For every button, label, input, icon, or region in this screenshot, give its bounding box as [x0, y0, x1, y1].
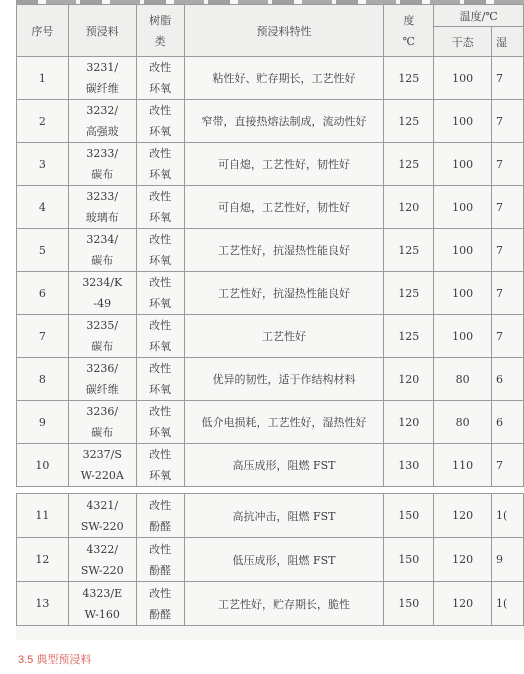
- cell-property: 粘性好、贮存期长，工艺性好: [184, 57, 384, 100]
- cell-resin-line2: 环氧: [149, 82, 172, 95]
- cell-wet-text: 7: [496, 329, 504, 343]
- cell-temp: 120: [384, 186, 434, 229]
- cell-prepreg: [68, 57, 136, 100]
- cell-wet-text: 1(: [496, 509, 508, 522]
- cell-resin: [136, 358, 184, 401]
- cell-property: 低压成形，阻燃 FST: [184, 538, 384, 582]
- cell-resin: [136, 315, 184, 358]
- table-row: [17, 582, 524, 626]
- section-divider: [17, 487, 524, 494]
- cell-wet: [492, 538, 524, 582]
- header-temp: [384, 5, 434, 57]
- cell-prepreg-line2: 碳布: [91, 168, 114, 181]
- table-row: [17, 143, 524, 186]
- cell-prepreg-line1: 4322/: [86, 542, 119, 556]
- cell-prepreg-line2: 碳纤维: [85, 82, 119, 95]
- cell-prepreg-line1: 3234/: [86, 233, 119, 246]
- cell-prepreg-line2: 碳布: [91, 426, 114, 439]
- cell-dry: 120: [434, 582, 492, 626]
- header-resin-line2: 类: [154, 34, 166, 48]
- cell-no: 3: [17, 143, 69, 186]
- cell-wet-text: 7: [496, 200, 504, 214]
- cell-wet: [492, 315, 524, 358]
- cell-wet-text: 7: [496, 157, 504, 171]
- cell-resin-line1: 改性: [149, 319, 172, 332]
- cell-property: 工艺性好，抗湿热性能良好: [184, 272, 384, 315]
- cell-wet-text: 1(: [496, 597, 508, 610]
- cell-prepreg: [68, 444, 136, 487]
- cell-resin-line1: 改性: [149, 542, 172, 556]
- cell-prepreg-line1: 3236/: [86, 405, 119, 418]
- cell-prepreg: [68, 538, 136, 582]
- cell-no: 2: [17, 100, 69, 143]
- cell-resin: [136, 494, 184, 538]
- cell-prepreg-line2: 碳布: [91, 340, 114, 353]
- cell-wet: [492, 444, 524, 487]
- cell-resin-line1: 改性: [149, 405, 172, 418]
- cell-temp: 125: [384, 315, 434, 358]
- cell-dry: 100: [434, 272, 492, 315]
- cell-prepreg-line1: 4323/E: [82, 586, 123, 600]
- cell-temp: 125: [384, 57, 434, 100]
- cell-no: 10: [17, 444, 69, 487]
- cell-wet: [492, 582, 524, 626]
- table-gap: [17, 487, 524, 494]
- cell-resin-line2: 酚醛: [149, 519, 172, 533]
- cell-wet: [492, 57, 524, 100]
- table-row: [17, 538, 524, 582]
- header-dry: 干态: [434, 27, 492, 57]
- cell-prepreg-line1: 3233/: [86, 147, 119, 160]
- cell-dry: 100: [434, 100, 492, 143]
- cell-prepreg-line1: 3233/: [86, 190, 119, 203]
- table-body-group-1: [17, 57, 524, 487]
- cell-no: 5: [17, 229, 69, 272]
- cell-prepreg: [68, 272, 136, 315]
- cell-resin: [136, 272, 184, 315]
- table-row: [17, 186, 524, 229]
- cell-dry: 100: [434, 229, 492, 272]
- cell-resin: [136, 229, 184, 272]
- cell-resin: [136, 401, 184, 444]
- cell-prepreg-line1: 3231/: [86, 61, 119, 74]
- cell-wet-text: 7: [496, 286, 504, 300]
- cell-wet: [492, 229, 524, 272]
- table-row: [17, 444, 524, 487]
- cell-resin-line1: 改性: [149, 147, 172, 160]
- cell-resin-line2: 环氧: [149, 168, 172, 181]
- cell-temp: 150: [384, 538, 434, 582]
- figure-caption: 3.5 典型预浸料: [18, 654, 92, 666]
- cell-prepreg-line2: SW-220: [80, 563, 124, 577]
- cell-temp: 120: [384, 358, 434, 401]
- header-temp-line2: ℃: [402, 34, 415, 48]
- cell-dry: 120: [434, 538, 492, 582]
- cell-temp: 130: [384, 444, 434, 487]
- cell-resin: [136, 143, 184, 186]
- cell-prepreg: [68, 143, 136, 186]
- cell-property: 工艺性好，贮存期长，脆性: [184, 582, 384, 626]
- header-property: 预浸料特性: [184, 5, 384, 57]
- cell-resin-line2: 环氧: [149, 297, 172, 310]
- cell-wet-text: 7: [496, 71, 504, 85]
- cell-prepreg-line1: 3237/S: [82, 448, 122, 461]
- cell-wet-text: 9: [496, 553, 504, 566]
- cell-dry: 80: [434, 401, 492, 444]
- table-row: [17, 100, 524, 143]
- table-row: [17, 57, 524, 100]
- cell-wet: [492, 186, 524, 229]
- table-row: [17, 229, 524, 272]
- cell-resin-line2: 环氧: [149, 426, 172, 439]
- cell-temp: 150: [384, 494, 434, 538]
- cell-no: 13: [17, 582, 69, 626]
- cell-resin-line1: 改性: [149, 61, 172, 74]
- cell-wet-text: 7: [496, 114, 504, 128]
- cell-wet-text: 7: [496, 243, 504, 257]
- cell-prepreg-line2: -49: [93, 297, 112, 310]
- cell-prepreg-line2: 碳布: [91, 254, 114, 267]
- cell-property: 工艺性好，抗湿热性能良好: [184, 229, 384, 272]
- header-prepreg: 预浸料: [68, 5, 136, 57]
- cell-resin-line1: 改性: [149, 190, 172, 203]
- cell-wet: [492, 100, 524, 143]
- header-resin-line1: 树脂: [149, 13, 172, 27]
- header-wet: [492, 27, 524, 57]
- cell-property: 低介电损耗，工艺性好，湿热性好: [184, 401, 384, 444]
- cell-resin: [136, 444, 184, 487]
- prepreg-table: [16, 4, 524, 626]
- cell-prepreg-line1: 3235/: [86, 319, 119, 332]
- cell-resin-line2: 环氧: [149, 469, 172, 482]
- cell-temp: 125: [384, 143, 434, 186]
- cell-prepreg-line1: 3232/: [86, 104, 119, 117]
- cell-dry: 120: [434, 494, 492, 538]
- table-body-group-2: [17, 494, 524, 626]
- cell-dry: 110: [434, 444, 492, 487]
- cell-resin-line2: 酚醛: [149, 607, 172, 621]
- cell-prepreg: [68, 358, 136, 401]
- cell-prepreg-line1: 3234/K: [82, 276, 123, 289]
- table-row: [17, 272, 524, 315]
- cell-property: 高抗冲击，阻燃 FST: [184, 494, 384, 538]
- cell-resin-line1: 改性: [149, 276, 172, 289]
- table-row: [17, 358, 524, 401]
- cell-prepreg-line1: 3236/: [86, 362, 119, 375]
- cell-dry: 100: [434, 143, 492, 186]
- cell-prepreg: [68, 100, 136, 143]
- cell-property: 窄带，直接热熔法制成，流动性好: [184, 100, 384, 143]
- cell-no: 11: [17, 494, 69, 538]
- cell-property: 优异的韧性，适于作结构材料: [184, 358, 384, 401]
- header-wet-text: 湿: [496, 35, 508, 49]
- cell-temp: 150: [384, 582, 434, 626]
- cell-dry: 100: [434, 186, 492, 229]
- cell-resin-line2: 环氧: [149, 211, 172, 224]
- cell-resin: [136, 582, 184, 626]
- cell-resin-line2: 环氧: [149, 125, 172, 138]
- cell-resin-line1: 改性: [149, 233, 172, 246]
- cell-property: 可自熄，工艺性好，韧性好: [184, 143, 384, 186]
- cell-prepreg: [68, 582, 136, 626]
- cell-wet-text: 6: [496, 415, 504, 429]
- cell-dry: 100: [434, 315, 492, 358]
- cell-resin-line1: 改性: [149, 586, 172, 600]
- cell-resin: [136, 538, 184, 582]
- cell-resin-line1: 改性: [149, 104, 172, 117]
- table-row: [17, 315, 524, 358]
- cell-prepreg-line2: SW-220: [80, 519, 124, 533]
- cell-prepreg: [68, 315, 136, 358]
- cell-wet: [492, 143, 524, 186]
- cell-property: 可自熄，工艺性好，韧性好: [184, 186, 384, 229]
- header-strength-group: 温度/℃: [434, 5, 524, 27]
- cell-prepreg-line2: 高强玻: [85, 125, 119, 138]
- cell-wet-text: 7: [496, 458, 504, 472]
- cell-resin-line2: 环氧: [149, 254, 172, 267]
- cell-no: 9: [17, 401, 69, 444]
- cell-temp: 120: [384, 401, 434, 444]
- cell-prepreg-line2: W-160: [84, 607, 120, 621]
- scanned-table-image: [16, 0, 524, 640]
- cell-temp: 125: [384, 272, 434, 315]
- cell-wet: [492, 358, 524, 401]
- cell-prepreg: [68, 401, 136, 444]
- cell-wet-text: 6: [496, 372, 504, 386]
- cell-prepreg: [68, 229, 136, 272]
- cell-wet: [492, 272, 524, 315]
- cell-prepreg-line1: 4321/: [86, 498, 119, 512]
- cell-wet: [492, 401, 524, 444]
- table-row: [17, 401, 524, 444]
- cell-resin-line2: 环氧: [149, 383, 172, 396]
- cell-no: 6: [17, 272, 69, 315]
- cell-no: 4: [17, 186, 69, 229]
- cell-property: 工艺性好: [184, 315, 384, 358]
- header-no: 序号: [17, 5, 69, 57]
- cell-temp: 125: [384, 229, 434, 272]
- cell-wet: [492, 494, 524, 538]
- table-row: [17, 494, 524, 538]
- cell-prepreg-line2: 碳纤维: [85, 383, 119, 396]
- cell-dry: 100: [434, 57, 492, 100]
- header-temp-line1: 度: [403, 13, 415, 27]
- cell-prepreg: [68, 494, 136, 538]
- cell-no: 7: [17, 315, 69, 358]
- cell-resin-line2: 环氧: [149, 340, 172, 353]
- cell-temp: 125: [384, 100, 434, 143]
- cell-resin: [136, 186, 184, 229]
- cell-resin-line2: 酚醛: [149, 563, 172, 577]
- cell-no: 8: [17, 358, 69, 401]
- cell-prepreg-line2: 玻璃布: [85, 211, 119, 224]
- cell-resin: [136, 100, 184, 143]
- cell-no: 12: [17, 538, 69, 582]
- cell-resin-line1: 改性: [149, 498, 172, 512]
- cell-no: 1: [17, 57, 69, 100]
- cell-prepreg-line2: W-220A: [80, 469, 124, 482]
- header-resin: [136, 5, 184, 57]
- cell-resin-line1: 改性: [149, 362, 172, 375]
- cell-resin-line1: 改性: [149, 448, 172, 461]
- cell-resin: [136, 57, 184, 100]
- cell-dry: 80: [434, 358, 492, 401]
- cell-prepreg: [68, 186, 136, 229]
- cell-property: 高压成形，阻燃 FST: [184, 444, 384, 487]
